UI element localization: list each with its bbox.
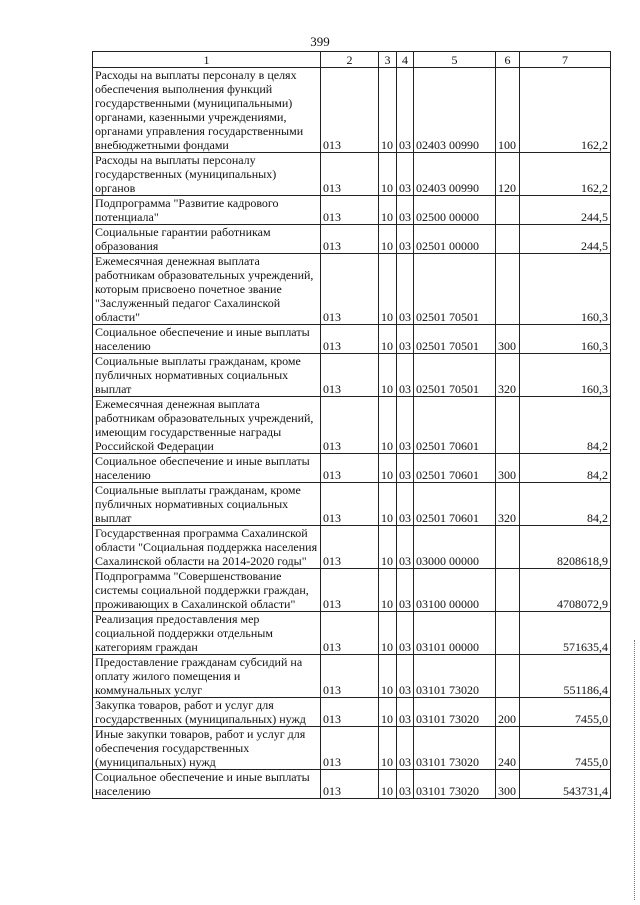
subsection-code: 03 xyxy=(397,770,414,799)
table-row xyxy=(93,483,611,526)
subsection-code: 03 xyxy=(397,612,414,655)
subsection-code: 03 xyxy=(397,454,414,483)
section-code: 10 xyxy=(379,569,397,612)
section-code: 10 xyxy=(379,225,397,254)
amount-value: 160,3 xyxy=(520,325,611,354)
expense-type-code: 300 xyxy=(496,454,520,483)
table-row xyxy=(93,354,611,397)
row-name: Социальные выплаты гражданам, кроме публичных нормативных социальных выплат xyxy=(93,483,321,526)
subsection-code: 03 xyxy=(397,526,414,569)
ministry-code: 013 xyxy=(321,569,379,612)
amount-value: 551186,4 xyxy=(520,655,611,698)
amount-value: 7455,0 xyxy=(520,698,611,727)
subsection-code: 03 xyxy=(397,68,414,153)
budget-table xyxy=(92,51,611,799)
expense-type-code xyxy=(496,397,520,454)
ministry-code: 013 xyxy=(321,526,379,569)
subsection-code: 03 xyxy=(397,397,414,454)
table-row xyxy=(93,196,611,225)
ministry-code: 013 xyxy=(321,770,379,799)
ministry-code: 013 xyxy=(321,196,379,225)
target-code: 02501 70501 xyxy=(414,354,496,397)
section-code: 10 xyxy=(379,196,397,225)
column-header: 5 xyxy=(414,52,496,68)
target-code: 03101 73020 xyxy=(414,770,496,799)
row-name: Подпрограмма "Совершенствование системы социальной поддержки граждан, проживающих в Сахалинской области" xyxy=(93,569,321,612)
expense-type-code xyxy=(496,254,520,325)
subsection-code: 03 xyxy=(397,354,414,397)
target-code: 02501 70501 xyxy=(414,325,496,354)
row-name: Социальное обеспечение и иные выплаты населению xyxy=(93,454,321,483)
table-row xyxy=(93,569,611,612)
expense-type-code: 120 xyxy=(496,153,520,196)
target-code: 02501 70601 xyxy=(414,483,496,526)
section-code: 10 xyxy=(379,612,397,655)
amount-value: 543731,4 xyxy=(520,770,611,799)
amount-value: 84,2 xyxy=(520,397,611,454)
ministry-code: 013 xyxy=(321,612,379,655)
ministry-code: 013 xyxy=(321,225,379,254)
scan-edge-marks xyxy=(634,640,640,900)
subsection-code: 03 xyxy=(397,325,414,354)
ministry-code: 013 xyxy=(321,454,379,483)
ministry-code: 013 xyxy=(321,254,379,325)
target-code: 03000 00000 xyxy=(414,526,496,569)
row-name: Расходы на выплаты персоналу государственных (муниципальных) органов xyxy=(93,153,321,196)
section-code: 10 xyxy=(379,153,397,196)
subsection-code: 03 xyxy=(397,196,414,225)
section-code: 10 xyxy=(379,325,397,354)
target-code: 02501 00000 xyxy=(414,225,496,254)
target-code: 02501 70601 xyxy=(414,397,496,454)
ministry-code: 013 xyxy=(321,153,379,196)
column-header: 3 xyxy=(379,52,397,68)
ministry-code: 013 xyxy=(321,354,379,397)
amount-value: 160,3 xyxy=(520,354,611,397)
row-name: Подпрограмма "Развитие кадрового потенциала" xyxy=(93,196,321,225)
target-code: 02500 00000 xyxy=(414,196,496,225)
amount-value: 8208618,9 xyxy=(520,526,611,569)
section-code: 10 xyxy=(379,727,397,770)
target-code: 03100 00000 xyxy=(414,569,496,612)
subsection-code: 03 xyxy=(397,153,414,196)
target-code: 02403 00990 xyxy=(414,68,496,153)
expense-type-code xyxy=(496,526,520,569)
row-name: Социальные выплаты гражданам, кроме публичных нормативных социальных выплат xyxy=(93,354,321,397)
section-code: 10 xyxy=(379,655,397,698)
ministry-code: 013 xyxy=(321,655,379,698)
column-header: 7 xyxy=(520,52,611,68)
row-name: Социальные гарантии работникам образования xyxy=(93,225,321,254)
ministry-code: 013 xyxy=(321,727,379,770)
row-name: Социальное обеспечение и иные выплаты населению xyxy=(93,770,321,799)
table-row xyxy=(93,68,611,153)
amount-value: 162,2 xyxy=(520,153,611,196)
row-name: Закупка товаров, работ и услуг для государственных (муниципальных) нужд xyxy=(93,698,321,727)
section-code: 10 xyxy=(379,68,397,153)
table-row xyxy=(93,612,611,655)
row-name: Иные закупки товаров, работ и услуг для обеспечения государственных (муниципальных) нужд xyxy=(93,727,321,770)
amount-value: 7455,0 xyxy=(520,727,611,770)
expense-type-code: 200 xyxy=(496,698,520,727)
amount-value: 162,2 xyxy=(520,68,611,153)
section-code: 10 xyxy=(379,698,397,727)
expense-type-code: 240 xyxy=(496,727,520,770)
column-header: 4 xyxy=(397,52,414,68)
table-row xyxy=(93,655,611,698)
row-name: Государственная программа Сахалинской области "Социальная поддержка населения Сахалинской области на 2014-2020 годы" xyxy=(93,526,321,569)
target-code: 02501 70601 xyxy=(414,454,496,483)
section-code: 10 xyxy=(379,483,397,526)
subsection-code: 03 xyxy=(397,698,414,727)
ministry-code: 013 xyxy=(321,698,379,727)
target-code: 02403 00990 xyxy=(414,153,496,196)
row-name: Ежемесячная денежная выплата работникам образовательных учреждений, которым присвоено почетное звание "Заслуженный педагог Сахалинской области" xyxy=(93,254,321,325)
row-name: Ежемесячная денежная выплата работникам образовательных учреждений, имеющим государственные награды Российской Федерации xyxy=(93,397,321,454)
table-row xyxy=(93,727,611,770)
expense-type-code: 320 xyxy=(496,483,520,526)
ministry-code: 013 xyxy=(321,68,379,153)
table-row xyxy=(93,153,611,196)
subsection-code: 03 xyxy=(397,254,414,325)
target-code: 02501 70501 xyxy=(414,254,496,325)
section-code: 10 xyxy=(379,254,397,325)
row-name: Предоставление гражданам субсидий на оплату жилого помещения и коммунальных услуг xyxy=(93,655,321,698)
expense-type-code xyxy=(496,655,520,698)
column-header: 2 xyxy=(321,52,379,68)
expense-type-code: 100 xyxy=(496,68,520,153)
table-row xyxy=(93,526,611,569)
section-code: 10 xyxy=(379,397,397,454)
target-code: 03101 73020 xyxy=(414,698,496,727)
table-row xyxy=(93,454,611,483)
target-code: 03101 00000 xyxy=(414,612,496,655)
subsection-code: 03 xyxy=(397,655,414,698)
row-name: Реализация предоставления мер социальной поддержки отдельным категориям граждан xyxy=(93,612,321,655)
amount-value: 244,5 xyxy=(520,196,611,225)
amount-value: 571635,4 xyxy=(520,612,611,655)
subsection-code: 03 xyxy=(397,727,414,770)
subsection-code: 03 xyxy=(397,483,414,526)
table-row xyxy=(93,225,611,254)
ministry-code: 013 xyxy=(321,397,379,454)
target-code: 03101 73020 xyxy=(414,655,496,698)
section-code: 10 xyxy=(379,354,397,397)
page-number: 399 xyxy=(310,34,330,49)
table-row xyxy=(93,397,611,454)
table-row xyxy=(93,254,611,325)
subsection-code: 03 xyxy=(397,569,414,612)
row-name: Расходы на выплаты персоналу в целях обеспечения выполнения функций государственными (муниципальными) органами, казенными учреждениями, органами управления государственными внебюджетными фондами xyxy=(93,68,321,153)
section-code: 10 xyxy=(379,526,397,569)
table-row xyxy=(93,698,611,727)
target-code: 03101 73020 xyxy=(414,727,496,770)
expense-type-code xyxy=(496,569,520,612)
section-code: 10 xyxy=(379,454,397,483)
ministry-code: 013 xyxy=(321,483,379,526)
expense-type-code: 320 xyxy=(496,354,520,397)
expense-type-code xyxy=(496,196,520,225)
expense-type-code: 300 xyxy=(496,325,520,354)
expense-type-code: 300 xyxy=(496,770,520,799)
ministry-code: 013 xyxy=(321,325,379,354)
column-header: 6 xyxy=(496,52,520,68)
subsection-code: 03 xyxy=(397,225,414,254)
amount-value: 84,2 xyxy=(520,454,611,483)
column-header: 1 xyxy=(93,52,321,68)
amount-value: 244,5 xyxy=(520,225,611,254)
expense-type-code xyxy=(496,612,520,655)
expense-type-code xyxy=(496,225,520,254)
table-row xyxy=(93,770,611,799)
amount-value: 4708072,9 xyxy=(520,569,611,612)
amount-value: 160,3 xyxy=(520,254,611,325)
row-name: Социальное обеспечение и иные выплаты населению xyxy=(93,325,321,354)
amount-value: 84,2 xyxy=(520,483,611,526)
table-row xyxy=(93,325,611,354)
section-code: 10 xyxy=(379,770,397,799)
header-row xyxy=(93,52,611,68)
